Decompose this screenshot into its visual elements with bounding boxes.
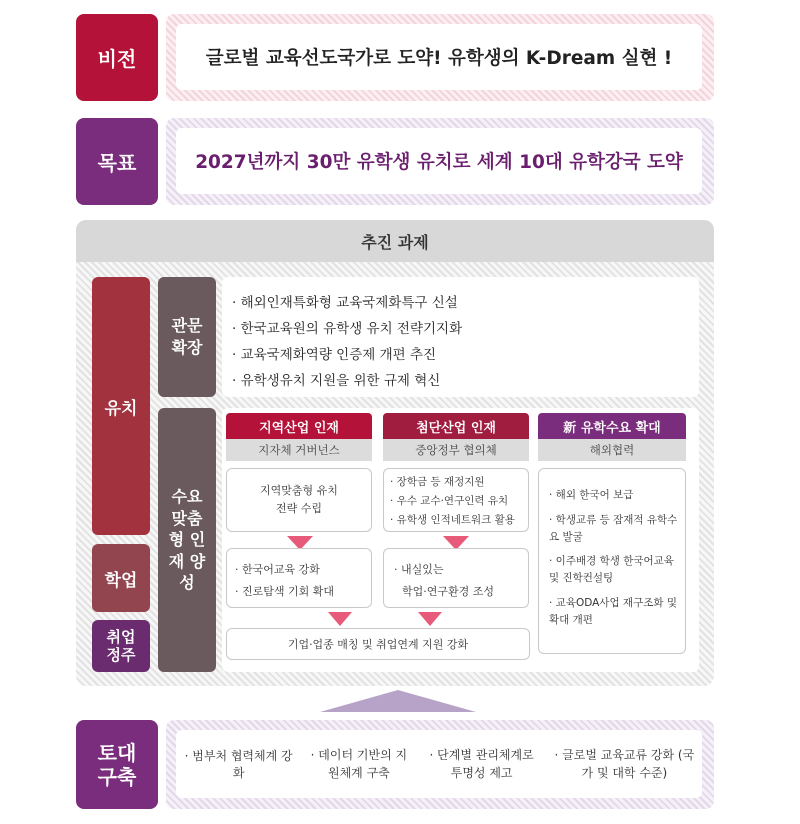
- col2-box1-line: · 장학금 등 재정지원: [390, 476, 485, 488]
- foundation-item: · 글로벌 교육교류 강화 (국가 및 대학 수준): [554, 748, 695, 780]
- tasks-header: [76, 220, 714, 262]
- foundation-item: · 데이터 기반의 지원체계 구축: [310, 748, 408, 780]
- bottom-text: 기업·업종 매칭 및 취업연계 지원 강화: [287, 638, 469, 651]
- gateway-box: [222, 277, 699, 397]
- bottom-arrow-right: [418, 612, 442, 626]
- tasks-header-text: 추진 과제: [361, 232, 429, 252]
- col2-box1-line: · 유학생 인적네트워크 활용: [390, 514, 515, 526]
- foundation-label: 토대 구축: [76, 720, 158, 809]
- side-attract-label: 유치: [92, 277, 150, 535]
- gateway-item: · 교육국제화역량 인증제 개편 추진: [232, 347, 437, 363]
- bottom-arrow-left: [328, 612, 352, 626]
- foundation-item: · 범부처 협력체계 강화: [184, 749, 293, 780]
- col1-sub: 지자체 거버넌스: [226, 439, 372, 461]
- gateway-item: · 해외인재특화형 교육국제화특구 신설: [232, 295, 458, 311]
- col1-box2: [226, 548, 372, 608]
- col2-title: 첨단산업 인재: [383, 413, 529, 439]
- col2-box2: [383, 548, 529, 608]
- col1-box1: [226, 468, 372, 532]
- col2-box1-line: · 우수 교수·연구인력 유치: [390, 495, 509, 507]
- gateway-item: · 유학생유치 지원을 위한 규제 혁신: [232, 373, 441, 389]
- gateway-item: · 한국교육원의 유학생 유치 전략기지화: [232, 321, 463, 337]
- demand-label: 수요 맞춤형 인재 양성: [158, 408, 216, 672]
- col1-box2-line: · 한국어교육 강화: [235, 563, 320, 576]
- col1-title: 지역산업 인재: [226, 413, 372, 439]
- col3-item: · 이주배경 학생 한국어교육 및 진학컨설팅: [549, 555, 674, 585]
- col2-box2-line: 학업·연구환경 조성: [402, 585, 495, 598]
- col3-box: [538, 468, 686, 654]
- col1-box2-line: · 진로탐색 기회 확대: [235, 585, 334, 598]
- col2-box1: [383, 468, 529, 532]
- vision-text-box: [176, 24, 702, 90]
- col3-item: · 학생교류 등 잠재적 유학수요 발굴: [549, 513, 678, 543]
- goal-label: 목표: [76, 118, 158, 205]
- foundation-up-arrow: [320, 690, 476, 712]
- foundation-panel: [166, 720, 714, 809]
- goal-text: 2027년까지 30만 유학생 유치로 세계 10대 유학강국 도약: [195, 152, 683, 173]
- gateway-label: 관문 확장: [158, 277, 216, 397]
- vision-label: 비전: [76, 14, 158, 101]
- side-employ-label: 취업 정주: [92, 620, 150, 672]
- col3-sub: 해외협력: [538, 439, 686, 461]
- goal-panel: [166, 118, 714, 205]
- goal-text-box: [176, 128, 702, 194]
- col3-title: 新 유학수요 확대: [538, 413, 686, 439]
- vision-panel: [166, 14, 714, 101]
- side-study-label: 학업: [92, 544, 150, 612]
- col3-item: · 교육ODA사업 재구조화 및 확대 개편: [549, 596, 677, 626]
- foundation-item: · 단계별 관리체계로 투명성 제고: [429, 748, 534, 780]
- col2-sub: 중앙정부 협의체: [383, 439, 529, 461]
- col1-box1-text: 지역맞춤형 유치전략 수립: [260, 484, 338, 515]
- foundation-box: [176, 730, 702, 798]
- bottom-box: [226, 628, 530, 660]
- vision-text: 글로벌 교육선도국가로 도약! 유학생의 K-Dream 실현 !: [205, 48, 673, 69]
- col3-item: · 해외 한국어 보급: [549, 489, 634, 501]
- col2-box2-line: · 내실있는: [394, 563, 444, 576]
